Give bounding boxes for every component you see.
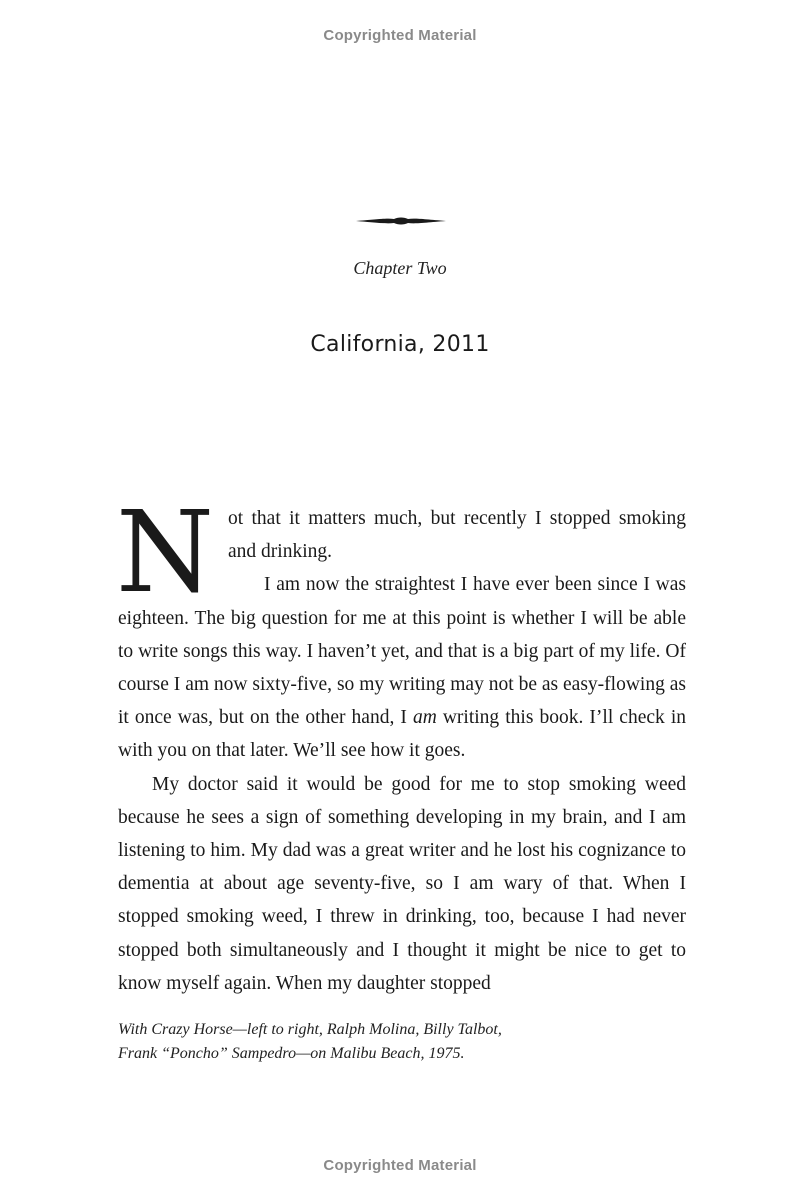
chapter-title: California, 2011 xyxy=(310,332,490,357)
paragraph-1 xyxy=(116,488,686,768)
caption-line-2: Frank “Poncho” Sampedro—on Malibu Beach, 1975. xyxy=(118,1045,465,1062)
photo-caption xyxy=(118,1018,686,1066)
caption-line-1: With Crazy Horse—left to right, Ralph Molina, Billy Talbot, xyxy=(118,1021,502,1038)
body-text xyxy=(116,488,686,1000)
paragraph-1-body: I am now the straightest I have ever been since I was eighteen. The big question for me at this point is whether I will be able to write songs this way. I haven’t yet, and that is a big part of my life. Of course I am now sixty-five, so my writing may not be as easy-flowing as it once was, but on the other hand, I xyxy=(118,574,686,729)
emphasis-am: am xyxy=(412,707,437,729)
watermark-bottom: Copyrighted Material xyxy=(323,1157,477,1174)
ornament-divider-icon xyxy=(356,214,446,228)
paragraph-1-opening: ot that it matters much, but recently I stopped smoking and drinking. xyxy=(228,508,686,563)
paragraph-2: My doctor said it would be good for me to stop smoking weed because he sees a sign of something developing in my brain, and I am listening to him. My dad was a great writer and he lost his cognizance to dementia at about age seventy-five, so I am wary of that. When I stopped smoking weed, I threw in drinking, too, because I had never stopped both simultaneously and I thought it might be nice to get to know myself again. When my daughter stopped xyxy=(118,773,686,994)
drop-cap: N xyxy=(116,488,214,618)
watermark-top: Copyrighted Material xyxy=(323,27,477,44)
chapter-label: Chapter Two xyxy=(353,258,447,278)
paragraph-1-tail: writing this book. I’ll check in with you on that later. We’ll see how it goes. xyxy=(118,707,686,762)
